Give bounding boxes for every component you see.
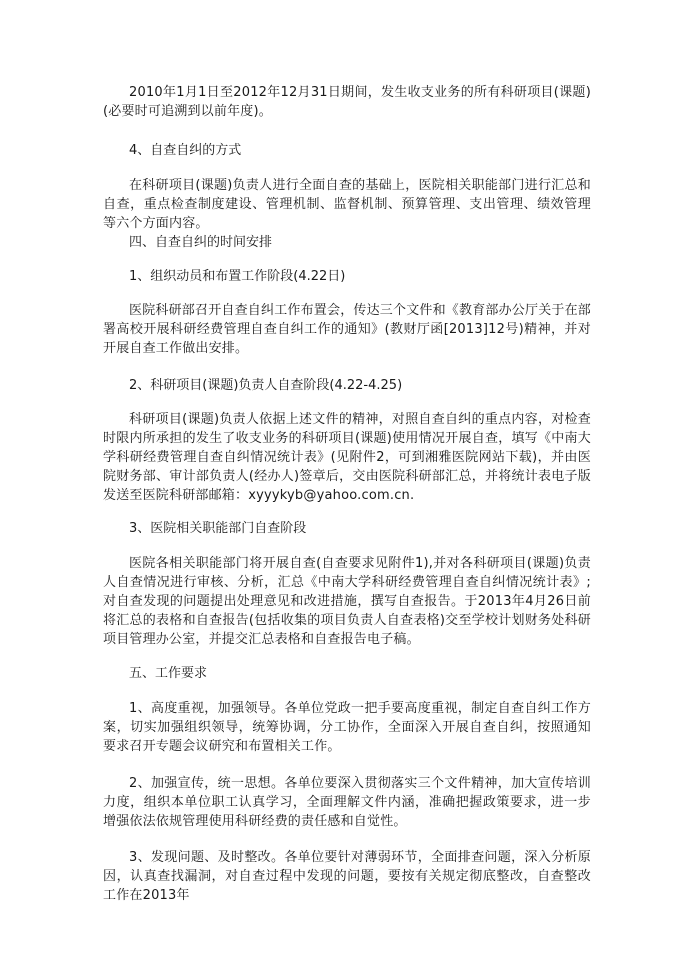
paragraph-stage-1: 医院科研部召开自查自纠工作布置会，传达三个文件和《教育部办公厅关于在部署高校开展科研经费管理自查自纠工作的通知》(教财厅函[2013]12号)精神，并对开展自查工作做出安排。 <box>103 303 592 356</box>
heading-stage-2: 2、科研项目(课题)负责人自查阶段(4.22-4.25) <box>129 378 403 393</box>
paragraph-requirement-1: 1、高度重视，加强领导。各单位党政一把手要高度重视，制定自查自纠工作方案，切实加强组织领导，统筹协调，分工协作，全面深入开展自查自纠，按照通知要求召开专题会议研究和布置相关工作。 <box>103 701 591 754</box>
paragraph-requirement-3: 3、发现问题、及时整改。各单位要针对薄弱环节，全面排查问题，深入分析原因，认真查找漏洞，对自查过程中发现的问题，要按有关规定彻底整改，自查整改工作在2013年 <box>103 850 591 903</box>
heading-stage-3: 3、医院相关职能部门自查阶段 <box>129 521 307 536</box>
heading-self-check-method: 4、自查自纠的方式 <box>129 143 242 158</box>
heading-schedule: 四、自查自纠的时间安排 <box>129 235 273 250</box>
paragraph-stage-3: 医院各相关职能部门将开展自查(自查要求见附件1),并对各科研项目(课题)负责人自查情况进行审核、分析，汇总《中南大学科研经费管理自查自纠情况统计表》;对自查发现的问题提出处理意见和改进措施，撰写自查报告。于2013年4月26日前将汇总的表格和自查报告(包括收集的项目负责人自查表格)交至学校计划财务处科研项目管理办公室，并提交汇总表格和自查报告电子稿。 <box>103 556 591 647</box>
heading-requirements: 五、工作要求 <box>129 666 208 681</box>
paragraph-stage-2: 科研项目(课题)负责人依据上述文件的精神，对照自查自纠的重点内容，对检查时限内所承担的发生了收支业务的科研项目(课题)使用情况开展自查，填写《中南大学科研经费管理自查自纠情况统计表》(见附件2，可到湘雅医院网站下载)，并由医院财务部、审计部负责人(经办人)签章后，交由医院科研部汇总，并将统计表电子版发送至医院科研部邮箱：xyyykyb@yahoo.com.cn. <box>103 412 591 503</box>
paragraph-self-check-method: 在科研项目(课题)负责人进行全面自查的基础上，医院相关职能部门进行汇总和自查，重点检查制度建设、管理机制、监督机制、预算管理、支出管理、绩效管理等六个方面内容。 <box>103 178 591 231</box>
paragraph-audit-period: 2010年1月1日至2012年12月31日期间，发生收支业务的所有科研项目(课题)(必要时可追溯到以前年度)。 <box>103 85 591 119</box>
paragraph-requirement-2: 2、加强宣传，统一思想。各单位要深入贯彻落实三个文件精神，加大宣传培训力度，组织本单位职工认真学习，全面理解文件内涵，准确把握政策要求，进一步增强依法依规管理使用科研经费的责任感和自觉性。 <box>103 776 591 829</box>
heading-stage-1: 1、组织动员和布置工作阶段(4.22日) <box>129 269 346 284</box>
